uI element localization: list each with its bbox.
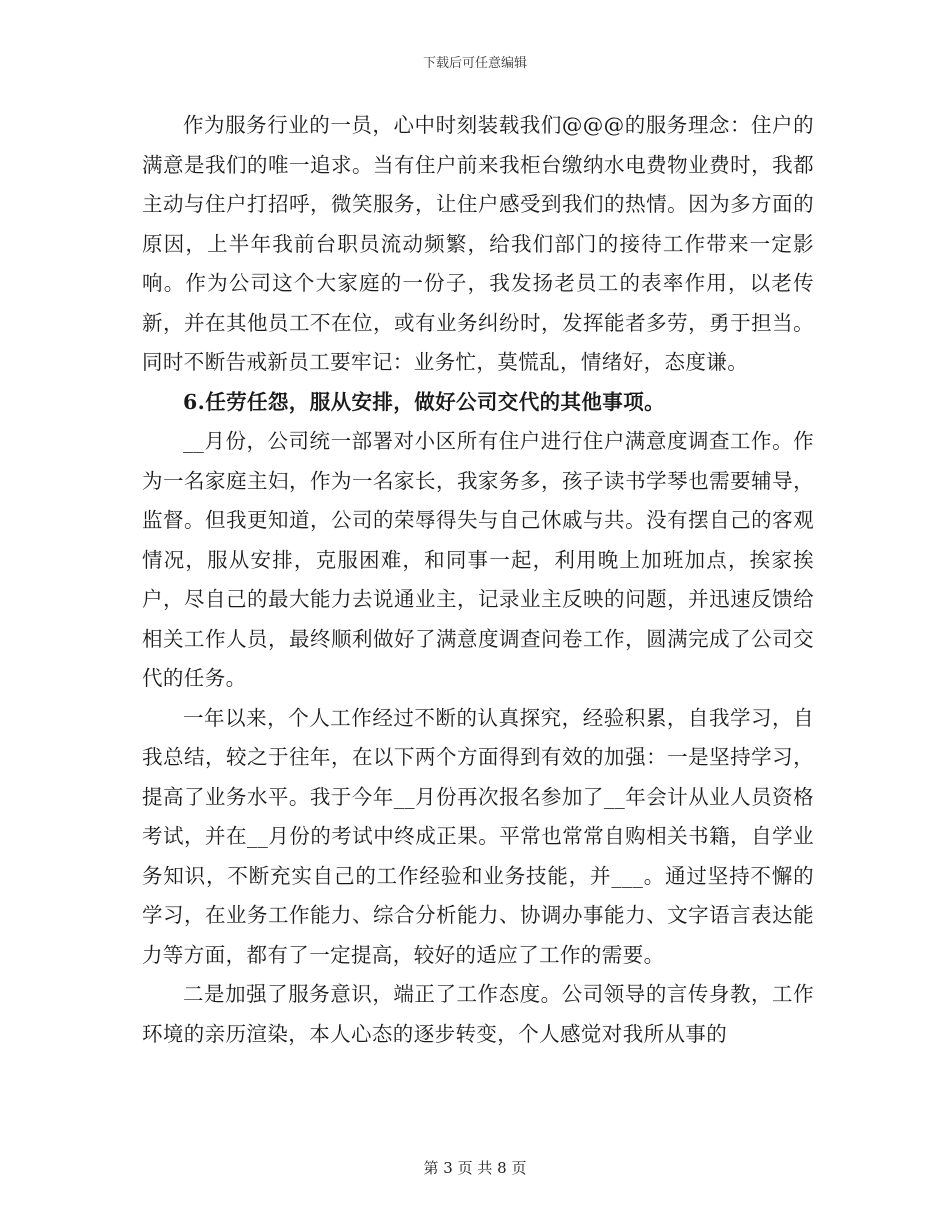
- section-heading-6: 6.任劳任怨，服从安排，做好公司交代的其他事项。: [183, 389, 665, 414]
- paragraph-service-awareness: 二是加强了服务意识，端正了工作态度。公司领导的言传身教，工作环境的亲历渲染，本人心态的逐步转变，个人感觉对我所从事的: [142, 982, 814, 1046]
- paragraph-satisfaction-survey: __月份，公司统一部署对小区所有住户进行住户满意度调查工作。作为一名家庭主妇，作为一名家长，我家务多，孩子读书学琴也需要辅导，监督。但我更知道，公司的荣辱得失与自己休戚与共。没有摆自己的客观情况，服从安排，克服困难，和同事一起，利用晚上加班加点，挨家挨户，尽自己的最大能力去说通业主，记录业主反映的问题，并迅速反馈给相关工作人员，最终顺利做好了满意度调查问卷工作，圆满完成了公司交代的任务。: [142, 429, 814, 690]
- paragraph-annual-learning: 一年以来，个人工作经过不断的认真探究，经验积累，自我学习，自我总结，较之于往年，在以下两个方面得到有效的加强：一是坚持学习，提高了业务水平。我于今年__月份再次报名参加了__年会计从业人员资格考试，并在__月份的考试中终成正果。平常也常常自购相关书籍，自学业务知识，不断充实自己的工作经验和业务技能，并___。通过坚持不懈的学习，在业务工作能力、综合分析能力、协调办事能力、文字语言表达能力等方面，都有了一定提高，较好的适应了工作的需要。: [142, 705, 814, 967]
- document-body: [142, 106, 814, 1054]
- page-header-note: 下载后可任意编辑: [422, 56, 527, 71]
- paragraph-service-philosophy: 作为服务行业的一员，心中时刻装载我们@@@的服务理念：住户的满意是我们的唯一追求。当有住户前来我柜台缴纳水电费物业费时，我都主动与住户打招呼，微笑服务，让住户感受到我们的热情。因为多方面的原因，上半年我前台职员流动频繁，给我们部门的接待工作带来一定影响。作为公司这个大家庭的一份子，我发扬老员工的表率作用，以老传新，并在其他员工不在位，或有业务纠纷时，发挥能者多劳，勇于担当。同时不断告戒新员工要牢记：业务忙，莫慌乱，情绪好，态度谦。: [142, 113, 814, 374]
- page-number-footer: 第 3 页 共 8 页: [423, 1159, 527, 1177]
